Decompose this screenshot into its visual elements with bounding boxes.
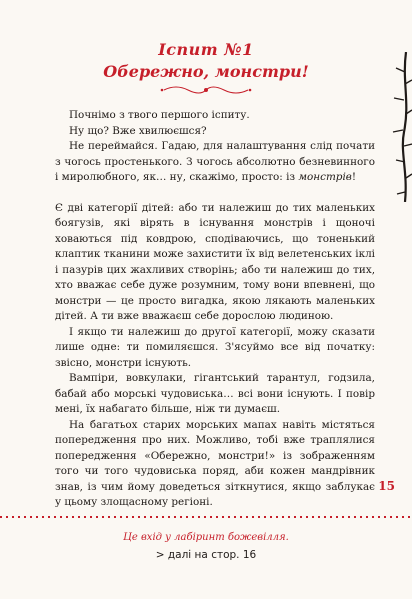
page-number: 15 (378, 479, 395, 493)
thorny-branch-icon (388, 52, 412, 202)
paragraph: На багатьох старих морських мапах навіть містяться попередження про них. Можливо, тобі вже траплялися попередження «Обережно, монстри!» із зображенням того чи того чудовиська поряд, аби кожен мандрівник знав, із чим йому доведеться зіткнутися, якщо заблукає у цьому злощасному регіоні. (55, 418, 375, 508)
emphasis-text: монстрів (298, 171, 352, 183)
body-text (55, 108, 375, 511)
next-page-link[interactable]: > далі на стор. 16 (155, 549, 257, 561)
paragraph-text: ! (351, 171, 357, 183)
chapter-heading (0, 40, 412, 81)
flourish-divider-icon (156, 84, 256, 96)
exam-title: Іспит №1 (158, 40, 254, 59)
exam-subtitle: Обережно, монстри! (103, 62, 309, 81)
paragraph: Ну що? Вже хвилюєшся? (69, 124, 207, 137)
paragraph-text: Не переймайся. Гадаю, для налаштування слід почати з чогось простенького. З чогось абсолютно безневинного і миролюбного, як… ну, скажімо, просто: із (55, 140, 375, 183)
paragraph: Є дві категорії дітей: або ти належиш до тих маленьких боягузів, які вірять в існування монстрів і щоночі ховаються під ковдрою, сподіваючись, що тоненький клаптик тканини може захистити їх від велетенських іклі і пазурів цих жахливих створінь; або ти належиш до тих, хто вважає себе дуже розумним, тому вони впевнені, що монстри — це просто вигадка, якою лякають маленьких дітей. А ти вже вважаєш себе дорослою людиною. (55, 201, 375, 322)
paragraph: Почнімо з твого першого іспиту. (69, 109, 250, 121)
footer-note: Це вхід у лабіринт божевілля. (123, 532, 289, 543)
paragraph: Вампіри, вовкулаки, гігантський тарантул, годзила, бабай або морські чудовиська… всі вони існують. І повір мені, їх набагато більше, ніж ти думаєш. (55, 372, 375, 415)
dotted-divider (0, 515, 412, 519)
paragraph (55, 139, 375, 186)
paragraph: І якщо ти належиш до другої категорії, можу сказати лише одне: ти помиляєшся. З'ясуймо все від початку: звісно, монстри існують. (55, 325, 375, 369)
